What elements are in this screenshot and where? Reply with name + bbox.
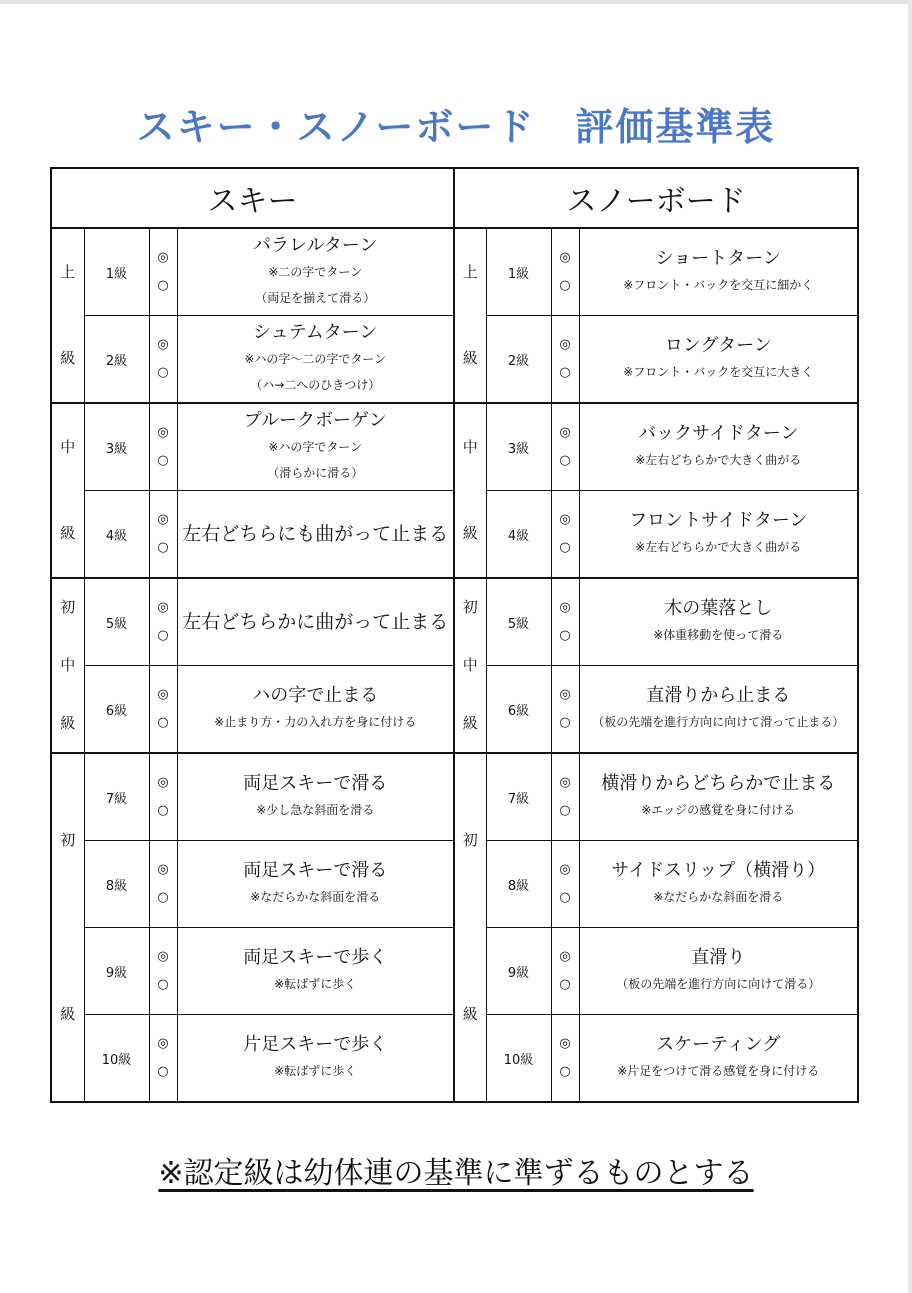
skill-note: ※ハの字〜二の字でターン bbox=[244, 352, 387, 366]
grade-label: 3級 bbox=[486, 403, 551, 491]
evaluation-marks bbox=[149, 666, 177, 754]
ski-skill-cell bbox=[177, 578, 454, 666]
skill-note: ※片足をつけて滑る感覚を身に付ける bbox=[617, 1064, 820, 1078]
skill-content bbox=[580, 579, 858, 665]
grade-label: 5級 bbox=[84, 578, 149, 666]
evaluation-marks bbox=[149, 841, 177, 928]
ski-level-beginner bbox=[51, 753, 84, 1102]
evaluation-marks bbox=[551, 841, 579, 928]
level-char: 級 bbox=[462, 349, 478, 368]
skill-name: 両足スキーで滑る bbox=[243, 773, 388, 794]
skill-note: （板の先端を進行方向に向けて滑る） bbox=[616, 977, 821, 991]
double-circle-mark: ◎ bbox=[157, 600, 169, 615]
double-circle-mark: ◎ bbox=[157, 1036, 169, 1051]
snowboard-skill-cell bbox=[579, 928, 858, 1015]
skill-note: ※二の字でターン bbox=[268, 265, 363, 279]
skill-note: ※フロント・バックを交互に大きく bbox=[623, 365, 814, 379]
skill-content bbox=[580, 754, 858, 840]
circle-mark: ○ bbox=[559, 540, 571, 555]
evaluation-marks bbox=[149, 491, 177, 579]
skill-name: 左右どちらにも曲がって止まる bbox=[182, 523, 449, 545]
double-circle-mark: ◎ bbox=[559, 687, 571, 702]
ski-header: スキー bbox=[51, 168, 454, 228]
snowboard-header: スノーボード bbox=[454, 168, 858, 228]
skill-name: サイドスリップ（横滑り） bbox=[611, 860, 826, 881]
double-circle-mark: ◎ bbox=[157, 250, 169, 265]
circle-mark: ○ bbox=[157, 715, 169, 730]
double-circle-mark: ◎ bbox=[559, 250, 571, 265]
grade-label: 1級 bbox=[486, 228, 551, 316]
skill-name: 木の葉落とし bbox=[664, 598, 773, 619]
skill-note: （滑らかに滑る） bbox=[267, 466, 364, 480]
skill-name: 片足スキーで歩く bbox=[243, 1034, 388, 1055]
double-circle-mark: ◎ bbox=[559, 337, 571, 352]
table-row bbox=[51, 578, 858, 666]
circle-mark: ○ bbox=[157, 540, 169, 555]
circle-mark: ○ bbox=[559, 803, 571, 818]
skill-note: ※少し急な斜面を滑る bbox=[256, 803, 375, 817]
double-circle-mark: ◎ bbox=[157, 775, 169, 790]
skill-name: フロントサイドターン bbox=[629, 510, 808, 531]
evaluation-marks bbox=[551, 491, 579, 579]
skill-name: ショートターン bbox=[655, 248, 781, 269]
grade-label: 6級 bbox=[84, 666, 149, 754]
snowboard-skill-cell bbox=[579, 666, 858, 754]
snowboard-skill-cell bbox=[579, 403, 858, 491]
skill-content bbox=[178, 754, 454, 840]
grade-label: 3級 bbox=[84, 403, 149, 491]
evaluation-marks bbox=[551, 578, 579, 666]
ski-skill-cell bbox=[177, 1015, 454, 1103]
level-char: 初 bbox=[462, 598, 478, 617]
snowboard-level-beginner bbox=[454, 753, 486, 1102]
skill-content bbox=[178, 229, 454, 315]
double-circle-mark: ◎ bbox=[157, 862, 169, 877]
evaluation-marks bbox=[551, 1015, 579, 1103]
ski-skill-cell bbox=[177, 753, 454, 841]
snowboard-level-advanced bbox=[454, 228, 486, 403]
double-circle-mark: ◎ bbox=[157, 949, 169, 964]
circle-mark: ○ bbox=[157, 977, 169, 992]
level-char: 級 bbox=[462, 1004, 478, 1023]
skill-note: ※止まり方・力の入れ方を身に付ける bbox=[214, 715, 417, 729]
skill-content bbox=[580, 928, 858, 1014]
evaluation-marks bbox=[149, 578, 177, 666]
ski-skill-cell bbox=[177, 228, 454, 316]
level-char: 初 bbox=[60, 598, 76, 617]
skill-name: 横滑りからどちらかで止まる bbox=[601, 773, 836, 794]
evaluation-marks bbox=[149, 403, 177, 491]
skill-note: ※エッジの感覚を身に付ける bbox=[641, 803, 796, 817]
skill-name: ロングターン bbox=[664, 335, 772, 356]
grade-label: 4級 bbox=[486, 491, 551, 579]
table-row bbox=[51, 753, 858, 841]
table-row bbox=[51, 228, 858, 316]
skill-content bbox=[580, 841, 858, 927]
grade-label: 6級 bbox=[486, 666, 551, 754]
snowboard-skill-cell bbox=[579, 1015, 858, 1103]
double-circle-mark: ◎ bbox=[559, 775, 571, 790]
level-label bbox=[52, 229, 84, 402]
level-label bbox=[52, 579, 84, 752]
level-char: 級 bbox=[60, 713, 76, 732]
circle-mark: ○ bbox=[157, 890, 169, 905]
skill-note: ※なだらかな斜面を滑る bbox=[653, 890, 784, 904]
snowboard-skill-cell bbox=[579, 753, 858, 841]
circle-mark: ○ bbox=[559, 977, 571, 992]
grade-label: 9級 bbox=[486, 928, 551, 1015]
skill-content bbox=[178, 491, 454, 577]
skill-name: 左右どちらかに曲がって止まる bbox=[182, 611, 449, 633]
skill-name: 両足スキーで歩く bbox=[243, 947, 388, 968]
footer-note: ※認定級は幼体連の基準に準ずるものとする bbox=[158, 1156, 754, 1191]
double-circle-mark: ◎ bbox=[559, 512, 571, 527]
skill-name: ハの字で止まる bbox=[252, 685, 379, 706]
evaluation-marks bbox=[551, 928, 579, 1015]
level-label bbox=[455, 754, 486, 1101]
double-circle-mark: ◎ bbox=[157, 337, 169, 352]
grade-label: 4級 bbox=[84, 491, 149, 579]
level-char: 級 bbox=[60, 1004, 76, 1023]
level-char: 級 bbox=[60, 524, 76, 543]
level-char: 中 bbox=[462, 437, 478, 456]
circle-mark: ○ bbox=[559, 365, 571, 380]
skill-content bbox=[580, 491, 858, 577]
double-circle-mark: ◎ bbox=[559, 425, 571, 440]
level-label bbox=[52, 754, 84, 1101]
page-right-edge bbox=[908, 0, 912, 1293]
double-circle-mark: ◎ bbox=[559, 862, 571, 877]
level-char: 中 bbox=[60, 437, 76, 456]
grade-label: 1級 bbox=[84, 228, 149, 316]
circle-mark: ○ bbox=[157, 365, 169, 380]
grade-label: 7級 bbox=[486, 753, 551, 841]
grade-label: 5級 bbox=[486, 578, 551, 666]
table-row bbox=[51, 403, 858, 491]
circle-mark: ○ bbox=[559, 278, 571, 293]
snowboard-skill-cell bbox=[579, 316, 858, 404]
skill-content bbox=[580, 666, 858, 752]
skill-content bbox=[580, 316, 858, 402]
level-char: 中 bbox=[462, 656, 478, 675]
circle-mark: ○ bbox=[559, 890, 571, 905]
circle-mark: ○ bbox=[157, 278, 169, 293]
level-label bbox=[455, 404, 486, 577]
double-circle-mark: ◎ bbox=[157, 687, 169, 702]
skill-note: ※左右どちらかで大きく曲がる bbox=[635, 453, 802, 467]
skill-content bbox=[178, 579, 454, 665]
skill-note: （両足を揃えて滑る） bbox=[255, 291, 376, 305]
ski-skill-cell bbox=[177, 491, 454, 579]
evaluation-marks bbox=[551, 403, 579, 491]
evaluation-marks bbox=[149, 1015, 177, 1103]
evaluation-marks bbox=[149, 316, 177, 404]
evaluation-marks bbox=[551, 666, 579, 754]
level-char: 上 bbox=[462, 262, 478, 281]
grade-label: 8級 bbox=[84, 841, 149, 928]
double-circle-mark: ◎ bbox=[559, 949, 571, 964]
grade-label: 10級 bbox=[486, 1015, 551, 1103]
grade-label: 9級 bbox=[84, 928, 149, 1015]
skill-name: スケーティング bbox=[656, 1034, 781, 1055]
evaluation-marks bbox=[551, 753, 579, 841]
level-char: 級 bbox=[462, 713, 478, 732]
skill-note: ※なだらかな斜面を滑る bbox=[250, 890, 381, 904]
page-title: スキー・スノーボード 評価基準表 bbox=[136, 105, 776, 149]
level-char: 級 bbox=[462, 524, 478, 543]
ski-skill-cell bbox=[177, 928, 454, 1015]
skill-content bbox=[178, 1015, 454, 1101]
double-circle-mark: ◎ bbox=[157, 425, 169, 440]
evaluation-marks bbox=[149, 228, 177, 316]
skill-content bbox=[580, 229, 858, 315]
skill-content bbox=[178, 928, 454, 1014]
skill-content bbox=[178, 316, 454, 402]
evaluation-marks bbox=[149, 928, 177, 1015]
snowboard-skill-cell bbox=[579, 228, 858, 316]
skill-name: プルークボーゲン bbox=[243, 410, 387, 431]
grade-label: 8級 bbox=[486, 841, 551, 928]
ski-skill-cell bbox=[177, 403, 454, 491]
ski-level-elementary_intermediate bbox=[51, 578, 84, 753]
evaluation-table bbox=[50, 167, 859, 1103]
grade-label: 10級 bbox=[84, 1015, 149, 1103]
skill-content bbox=[178, 841, 454, 927]
level-label bbox=[455, 579, 486, 752]
skill-content bbox=[580, 1015, 858, 1101]
ski-skill-cell bbox=[177, 316, 454, 404]
ski-level-advanced bbox=[51, 228, 84, 403]
level-char: 中 bbox=[60, 656, 76, 675]
level-char: 級 bbox=[60, 349, 76, 368]
level-label bbox=[455, 229, 486, 402]
grade-label: 2級 bbox=[486, 316, 551, 404]
double-circle-mark: ◎ bbox=[157, 512, 169, 527]
level-char: 初 bbox=[60, 831, 76, 850]
page-top-edge bbox=[0, 0, 912, 4]
skill-name: 直滑りから止まる bbox=[646, 685, 791, 706]
circle-mark: ○ bbox=[157, 628, 169, 643]
snowboard-skill-cell bbox=[579, 491, 858, 579]
evaluation-marks bbox=[551, 316, 579, 404]
snowboard-level-intermediate bbox=[454, 403, 486, 578]
circle-mark: ○ bbox=[559, 628, 571, 643]
skill-note: ※転ばずに歩く bbox=[274, 977, 357, 991]
grade-label: 2級 bbox=[84, 316, 149, 404]
skill-name: 両足スキーで滑る bbox=[243, 860, 388, 881]
snowboard-level-elementary_intermediate bbox=[454, 578, 486, 753]
skill-name: パラレルターン bbox=[253, 235, 378, 256]
skill-note: （ハ→二へのひきつけ） bbox=[250, 378, 381, 392]
skill-note: （板の先端を進行方向に向けて滑って止まる） bbox=[592, 715, 845, 729]
skill-name: バックサイドターン bbox=[638, 423, 799, 444]
level-label bbox=[52, 404, 84, 577]
double-circle-mark: ◎ bbox=[559, 600, 571, 615]
circle-mark: ○ bbox=[157, 1064, 169, 1079]
skill-name: 直滑り bbox=[691, 947, 746, 968]
skill-content bbox=[178, 404, 454, 490]
evaluation-marks bbox=[551, 228, 579, 316]
skill-name: シュテムターン bbox=[253, 322, 378, 343]
skill-note: ※左右どちらかで大きく曲がる bbox=[635, 540, 802, 554]
snowboard-skill-cell bbox=[579, 841, 858, 928]
level-char: 上 bbox=[60, 262, 76, 281]
skill-note: ※フロント・バックを交互に細かく bbox=[623, 278, 814, 292]
skill-note: ※体重移動を使って滑る bbox=[653, 628, 784, 642]
circle-mark: ○ bbox=[559, 715, 571, 730]
ski-skill-cell bbox=[177, 666, 454, 754]
skill-note: ※転ばずに歩く bbox=[274, 1064, 357, 1078]
circle-mark: ○ bbox=[157, 803, 169, 818]
double-circle-mark: ◎ bbox=[559, 1036, 571, 1051]
ski-level-intermediate bbox=[51, 403, 84, 578]
snowboard-skill-cell bbox=[579, 578, 858, 666]
skill-content bbox=[580, 404, 858, 490]
level-char: 初 bbox=[462, 831, 478, 850]
circle-mark: ○ bbox=[157, 453, 169, 468]
ski-skill-cell bbox=[177, 841, 454, 928]
skill-content bbox=[178, 666, 454, 752]
evaluation-marks bbox=[149, 753, 177, 841]
circle-mark: ○ bbox=[559, 1064, 571, 1079]
skill-note: ※ハの字でターン bbox=[268, 440, 363, 454]
circle-mark: ○ bbox=[559, 453, 571, 468]
grade-label: 7級 bbox=[84, 753, 149, 841]
